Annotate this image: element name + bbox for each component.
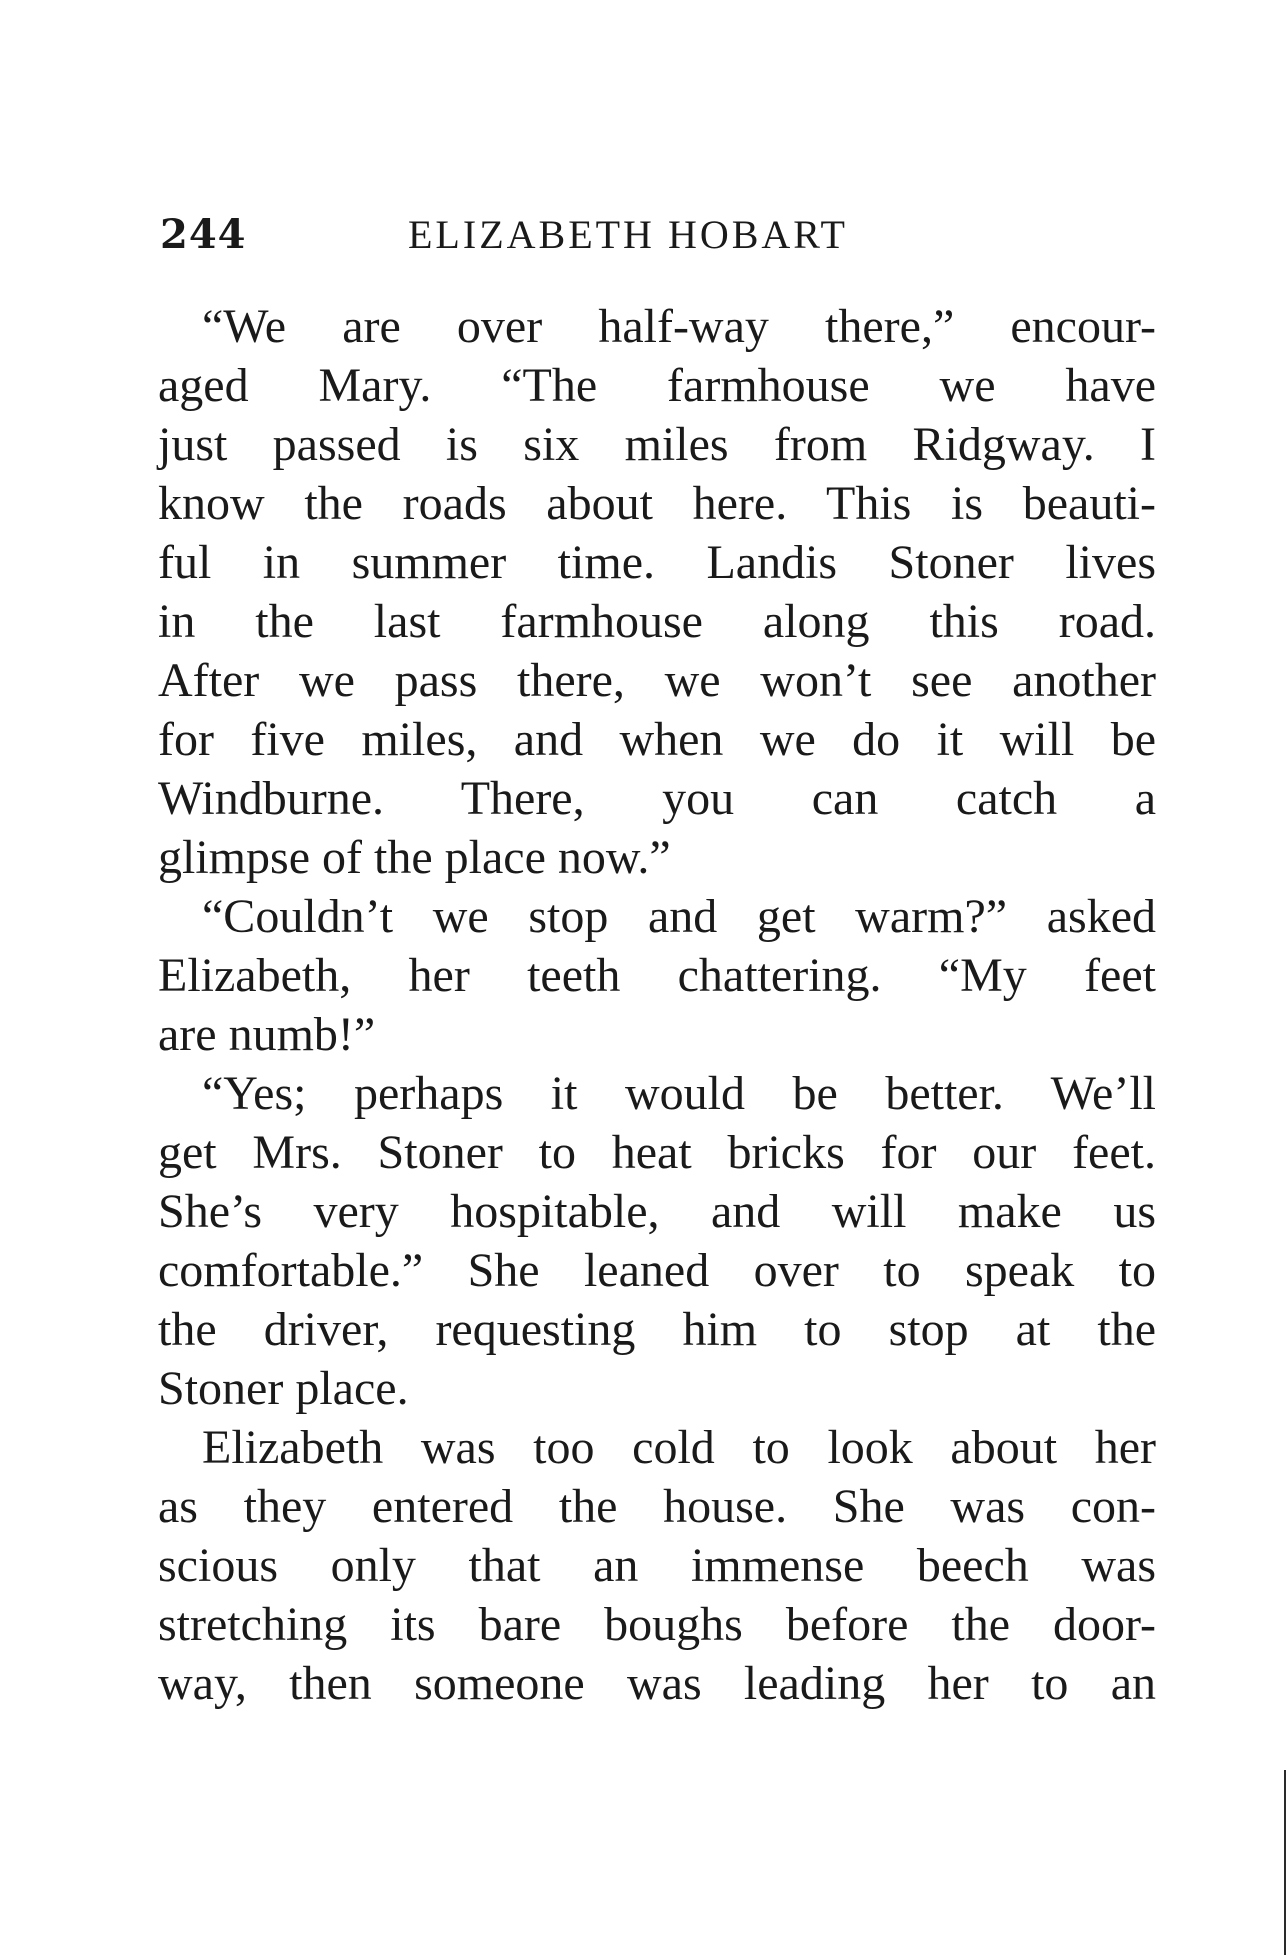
text-line: are numb!” [158,1008,376,1061]
page-header [160,205,1160,265]
text-line: comfortable.” She leaned over to speak to [158,1244,1156,1297]
text-line: Stoner place. [158,1362,409,1415]
text-line: Elizabeth was too cold to look about her [202,1421,1156,1474]
text-line: ful in summer time. Landis Stoner lives [158,536,1156,589]
text-line: in the last farmhouse along this road. [158,595,1156,648]
text-line: “Yes; perhaps it would be better. We’ll [202,1067,1156,1120]
body-text [158,297,1156,1713]
text-line: scious only that an immense beech was [158,1539,1156,1592]
text-line: Windburne. There, you can catch a [158,772,1156,825]
text-line: know the roads about here. This is beauti- [158,477,1156,530]
text-line: stretching its bare boughs before the door- [158,1598,1156,1651]
text-line: Elizabeth, her teeth chattering. “My feet [158,949,1156,1002]
text-line: “Couldn’t we stop and get warm?” asked [202,890,1156,943]
text-line: for five miles, and when we do it will be [158,713,1156,766]
text-line: glimpse of the place now.” [158,831,671,884]
text-line: She’s very hospitable, and will make us [158,1185,1156,1238]
text-line: get Mrs. Stoner to heat bricks for our feet. [158,1126,1156,1179]
text-line: the driver, requesting him to stop at the [158,1303,1156,1356]
text-line: as they entered the house. She was con- [158,1480,1156,1533]
page-number: 244 [160,211,247,258]
text-line: aged Mary. “The farmhouse we have [158,359,1156,412]
running-title: ELIZABETH HOBART [408,212,848,257]
text-line: After we pass there, we won’t see another [158,654,1156,707]
text-line: just passed is six miles from Ridgway. I [158,418,1156,471]
page-edge-mark [1284,1770,1286,1955]
text-line: “We are over half-way there,” encour- [202,300,1156,353]
text-line: way, then someone was leading her to an [158,1657,1156,1710]
